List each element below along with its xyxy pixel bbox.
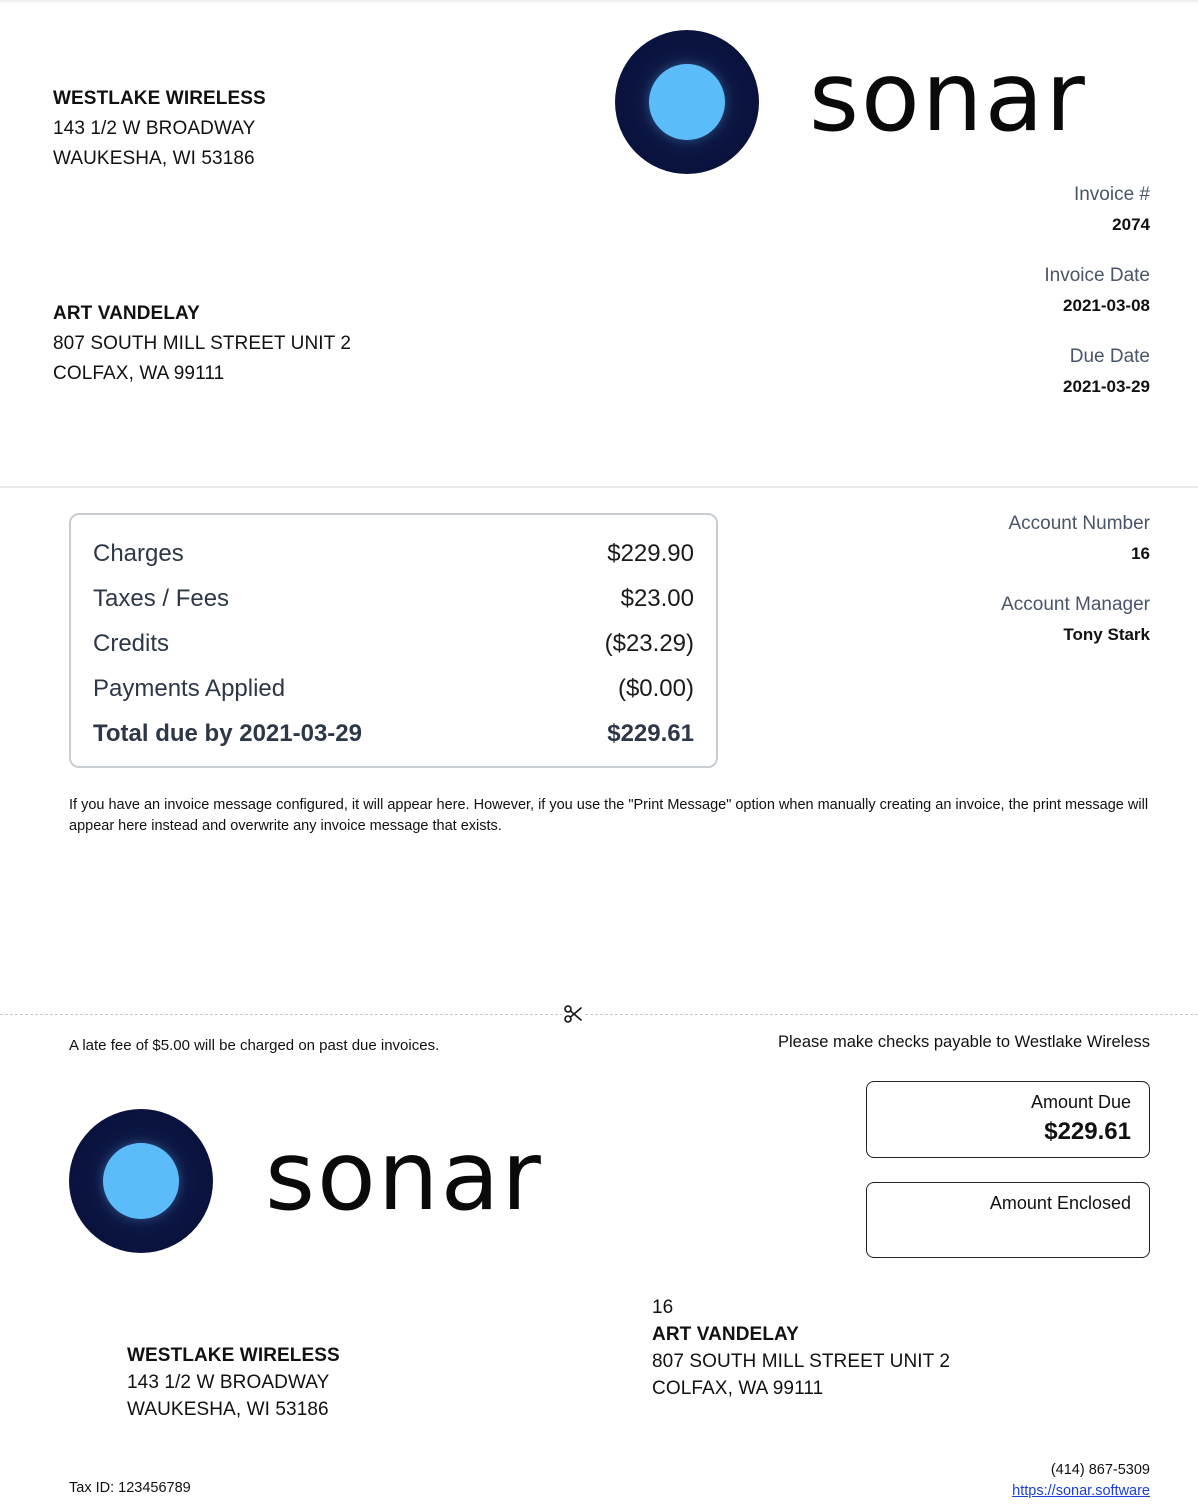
- remit-customer-address-line1: 807 SOUTH MILL STREET UNIT 2: [652, 1351, 951, 1372]
- section-divider: [0, 486, 1198, 488]
- remit-company-address: [127, 1342, 340, 1423]
- sonar-logo-dot: [649, 64, 725, 140]
- company-address-line1: 143 1/2 W BROADWAY: [53, 118, 256, 139]
- sonar-wordmark: sonar: [809, 41, 1087, 153]
- payable-note: Please make checks payable to Westlake Wireless: [777, 1033, 1150, 1051]
- invoice-number-label: Invoice #: [1073, 184, 1150, 205]
- summary-row-total: [93, 711, 694, 756]
- summary-label: Taxes / Fees: [93, 584, 230, 612]
- account-meta: [1001, 509, 1150, 671]
- remit-customer-name: ART VANDELAY: [652, 1324, 799, 1345]
- cut-line: [0, 1014, 1198, 1015]
- sonar-wordmark: sonar: [265, 1120, 543, 1232]
- sonar-logo-dot: [103, 1143, 179, 1219]
- summary-amount: ($0.00): [617, 674, 694, 702]
- remit-company-address-line1: 143 1/2 W BROADWAY: [127, 1372, 330, 1393]
- customer-address-line1: 807 SOUTH MILL STREET UNIT 2: [53, 333, 352, 354]
- summary-amount: ($23.29): [604, 629, 694, 657]
- sonar-logo-icon: [69, 1109, 213, 1253]
- company-contact: [1012, 1460, 1150, 1502]
- invoice-date-label: Invoice Date: [1044, 265, 1150, 286]
- total-amount: $229.61: [607, 719, 694, 747]
- remit-company-name: WESTLAKE WIRELESS: [127, 1345, 340, 1366]
- total-label: Total due by 2021-03-29: [93, 719, 362, 747]
- invoice-message: If you have an invoice message configured, it will appear here. However, if you use the "Print Message" option when manually creating an invoice, the print message will appear here instead and overwrite any invoice message that exists.: [69, 797, 1149, 834]
- summary-row-payments: [93, 666, 694, 711]
- company-address-line2: WAUKESHA, WI 53186: [53, 148, 255, 169]
- due-date-label: Due Date: [1069, 346, 1150, 367]
- amount-due-box: [866, 1081, 1150, 1158]
- sonar-logo: [615, 30, 1087, 174]
- company-name: WESTLAKE WIRELESS: [53, 88, 266, 109]
- page-top-edge: [0, 0, 1198, 4]
- account-manager-label: Account Manager: [1001, 594, 1150, 615]
- summary-row-taxes: [93, 576, 694, 621]
- sonar-logo-icon: [615, 30, 759, 174]
- summary-label: Payments Applied: [93, 674, 286, 702]
- remit-account-number: 16: [652, 1297, 674, 1318]
- account-number-label: Account Number: [1008, 513, 1150, 534]
- account-number: 16: [1131, 544, 1150, 563]
- scissors-icon: [562, 1003, 584, 1025]
- invoice-number: 2074: [1112, 215, 1150, 234]
- customer-name: ART VANDELAY: [53, 303, 200, 324]
- remit-customer-address-line2: COLFAX, WA 99111: [652, 1378, 824, 1399]
- amount-enclosed-box[interactable]: [866, 1182, 1150, 1258]
- summary-row-charges: [93, 531, 694, 576]
- remit-company-address-line2: WAUKESHA, WI 53186: [127, 1399, 329, 1420]
- summary-row-credits: [93, 621, 694, 666]
- invoice-summary: [69, 513, 718, 768]
- invoice-date: 2021-03-08: [1063, 296, 1150, 315]
- summary-amount: $23.00: [620, 584, 694, 612]
- tax-id: Tax ID: 123456789: [69, 1480, 191, 1496]
- company-website-link[interactable]: https://sonar.software: [1012, 1483, 1150, 1499]
- amount-due-label: Amount Due: [1030, 1092, 1131, 1112]
- late-fee-note: A late fee of $5.00 will be charged on past due invoices.: [69, 1037, 440, 1054]
- invoice-meta: [1044, 180, 1150, 423]
- amount-enclosed-label: Amount Enclosed: [989, 1193, 1131, 1213]
- company-address: [53, 84, 266, 174]
- account-manager: Tony Stark: [1063, 625, 1150, 644]
- summary-label: Credits: [93, 629, 170, 657]
- company-phone: (414) 867-5309: [1050, 1462, 1150, 1478]
- remit-customer-address: [652, 1294, 950, 1402]
- amount-due: $229.61: [1044, 1118, 1131, 1145]
- customer-address: [53, 299, 351, 389]
- due-date: 2021-03-29: [1063, 377, 1150, 396]
- customer-address-line2: COLFAX, WA 99111: [53, 363, 225, 384]
- summary-amount: $229.90: [607, 539, 694, 567]
- sonar-logo-remittance: [69, 1109, 543, 1253]
- summary-label: Charges: [93, 539, 184, 567]
